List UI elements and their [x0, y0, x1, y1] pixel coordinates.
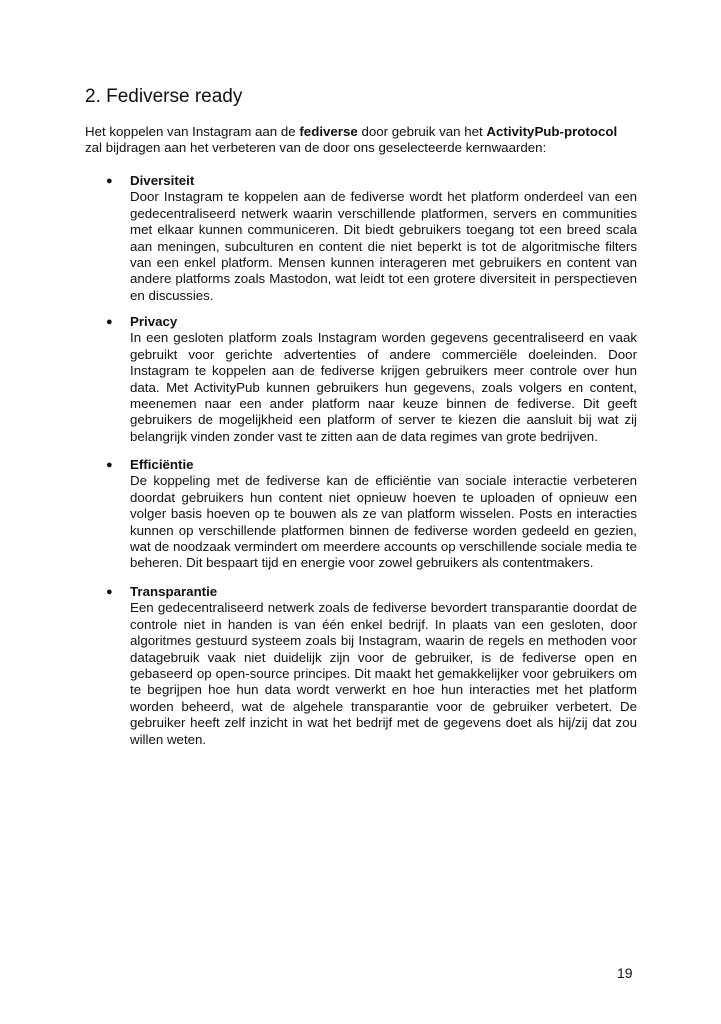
bullet-icon: ●	[106, 175, 113, 187]
intro-bold-activitypub: ActivityPub-protocol	[486, 124, 618, 139]
bullet-body: Door Instagram te koppelen aan de fediverse wordt het platform onderdeel van een gedecentraliseerd netwerk waarin verschillende platformen, servers en communities met elkaar kunnen communiceren. Dit biedt gebruikers toegang tot een breed scala aan meningen, subculturen en content die niet beperkt is tot de algoritmische filters van een enkel platform. Mensen kunnen interageren met gebruikers en content van andere platforms zoals Mastodon, wat leidt tot een grotere diversiteit in perspectieven en discussies.	[130, 189, 637, 303]
intro-bold-fediverse: fediverse	[299, 124, 358, 139]
bullet-title: Efficiëntie	[130, 457, 194, 472]
intro-text-1: Het koppelen van Instagram aan de	[85, 124, 300, 139]
bullet-body: Een gedecentraliseerd netwerk zoals de fediverse bevordert transparantie doordat de controle niet in handen is van één enkel bedrijf. In plaats van een gesloten, door algoritmes gestuurd systeem zoals bij Instagram, waarin de regels en methoden voor datagebruik vaak niet duidelijk zijn voor de gebruiker, is de fediverse open en gebaseerd op open-source principes. Dit maakt het gemakkelijker voor gebruikers om te begrijpen hoe hun data wordt verwerkt en hoe hun interacties met het platform worden beheerd, wat de algehele transparantie voor de gebruiker verbetert. De gebruiker heeft zelf inzicht in wat het bedrijf met de gegevens doet als hij/zij dat zou willen weten.	[130, 600, 637, 747]
intro-text-3: zal bijdragen aan het verbeteren van de door ons geselecteerde kernwaarden:	[85, 140, 547, 156]
bullet-title: Transparantie	[130, 584, 218, 599]
bullet-icon: ●	[106, 586, 113, 598]
intro-text-2: door gebruik van het	[357, 124, 487, 139]
bullet-title: Privacy	[130, 314, 178, 329]
section-heading: 2. Fediverse ready	[85, 86, 243, 107]
bullet-icon: ●	[106, 316, 113, 328]
intro-paragraph	[85, 124, 637, 157]
bullet-title: Diversiteit	[130, 173, 195, 188]
bullet-body: In een gesloten platform zoals Instagram worden gegevens gecentraliseerd en vaak gebruikt voor gerichte advertenties of andere commerciële doeleinden. Door Instagram te koppelen aan de fediverse krijgen gebruikers meer controle over hun data. Met ActivityPub kunnen gebruikers hun gegevens, zoals volgers en content, meenemen naar een ander platform naar keuze binnen de fediverse. Dit geeft gebruikers de mogelijkheid een platform of server te kiezen die aansluit bij wat zij belangrijk vinden zonder vast te zitten aan de data regimes van grote bedrijven.	[130, 330, 637, 444]
page-number: 19	[617, 965, 633, 981]
bullet-body: De koppeling met de fediverse kan de efficiëntie van sociale interactie verbeteren doordat gebruikers hun content niet opnieuw hoeven te uploaden of opnieuw een volger basis hoeven op te bouwen als ze van platform wisselen. Posts en interacties kunnen op verschillende platformen binnen de fediverse worden gedeeld en gezien, wat de noodzaak vermindert om meerdere accounts op verschillende sociale media te beheren. Dit bespaart tijd en energie voor zowel gebruikers als contentmakers.	[130, 473, 637, 571]
bullet-icon: ●	[106, 459, 113, 471]
